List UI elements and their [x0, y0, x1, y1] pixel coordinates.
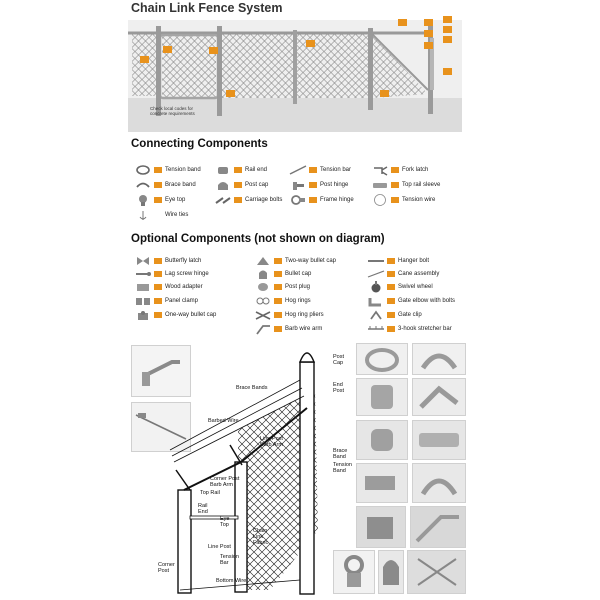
photo-brace-band: [356, 343, 408, 375]
callout-badge: [443, 26, 452, 33]
component-item: Rail end: [213, 163, 267, 177]
rail-end-photo-icon: [357, 421, 407, 459]
photo-post-cap: [378, 550, 404, 594]
wire-ties-icon: [133, 209, 153, 221]
component-item: Post plug: [253, 280, 310, 294]
callout-badge: [443, 16, 452, 23]
line-post: [293, 30, 297, 104]
one-way-bullet-cap-icon: [133, 309, 153, 321]
cane-assembly-icon: [366, 268, 386, 280]
hog-rings-icon: [253, 295, 273, 307]
photo-post-hinge: [356, 378, 408, 416]
component-item: Swivel wheel: [366, 280, 433, 294]
label-end-post: End Post: [333, 382, 345, 394]
callout-badge: [306, 40, 315, 47]
panel-clamp-icon: [133, 295, 153, 307]
fence-fabric-left: [132, 34, 156, 96]
label-corner-post-barb-arm: Corner Post Barb Arm: [210, 476, 240, 488]
post-cap-photo-icon: [379, 551, 403, 593]
gate-clip-photo-icon: [357, 464, 407, 502]
fork-latch-icon: [370, 164, 390, 176]
photo-rail-end: [356, 420, 408, 460]
gate-elbow-icon: [366, 295, 386, 307]
label-tension-band: Tension Band: [333, 462, 352, 474]
photo-tension-band: [412, 343, 466, 375]
callout-badge: [380, 90, 389, 97]
callout-badge: [443, 36, 452, 43]
end-post: [368, 28, 373, 110]
optional-components-heading: Optional Components (not shown on diagram): [131, 233, 385, 245]
callout-badge: [398, 19, 407, 26]
tension-wire-icon: [370, 194, 390, 206]
eye-top-photo-icon: [334, 551, 374, 593]
component-item: Hog rings: [253, 294, 311, 308]
concrete-note: Check local codes for concrete requirements: [150, 106, 195, 116]
component-item: Eye top: [133, 193, 185, 207]
post-plug-icon: [253, 281, 273, 293]
component-item: Bullet cap: [253, 267, 311, 281]
component-item: Carriage bolts: [213, 193, 282, 207]
label-corner-post: Corner Post: [158, 562, 175, 574]
component-item: Butterfly latch: [133, 254, 201, 268]
photo-frame-hinge: [412, 463, 466, 503]
bullet-cap-icon: [253, 268, 273, 280]
post-cap-icon: [213, 179, 233, 191]
tension-band-photo-icon: [413, 344, 465, 374]
callout-badge: [140, 56, 149, 63]
component-item: Wood adapter: [133, 280, 203, 294]
eye-top-icon: [133, 194, 153, 206]
callout-badge: [443, 68, 452, 75]
hog-ring-pliers-photo-icon: [408, 551, 465, 593]
component-item: Hog ring pliers: [253, 308, 324, 322]
rail-end-icon: [213, 164, 233, 176]
hanger-bolt-icon: [366, 255, 386, 267]
wood-adapter-photo-icon: [357, 507, 405, 547]
butterfly-latch-icon: [133, 255, 153, 267]
stretcher-bar-icon: [366, 323, 386, 335]
barb-wire-arm-icon: [253, 323, 273, 335]
photo-wood-adapter: [356, 506, 406, 548]
photo-fork-latch: [412, 378, 466, 416]
two-way-bullet-cap-icon: [253, 255, 273, 267]
label-barbed-wire: Barbed Wire: [208, 418, 239, 424]
component-item: Top rail sleeve: [370, 178, 440, 192]
component-item: Tension bar: [288, 163, 351, 177]
carriage-bolts-icon: [213, 194, 233, 206]
gate-post-left: [156, 26, 161, 116]
label-tension-bar: Tension Bar: [220, 554, 239, 566]
label-line-post: Line Post: [208, 544, 231, 550]
callout-badge: [424, 42, 433, 49]
swivel-wheel-icon: [366, 281, 386, 293]
hog-ring-pliers-icon: [253, 309, 273, 321]
component-item: 3-hook stretcher bar: [366, 322, 452, 336]
top-rail-sleeve-photo-icon: [413, 421, 465, 459]
frame-hinge-icon: [288, 194, 308, 206]
gate-clip-icon: [366, 309, 386, 321]
component-item: Gate elbow with bolts: [366, 294, 455, 308]
fence-assembly-drawing: [150, 340, 350, 595]
callout-badge: [424, 30, 433, 37]
post-hinge-photo-icon: [357, 379, 407, 415]
page-title: Chain Link Fence System: [131, 1, 283, 15]
component-item: Frame hinge: [288, 193, 354, 207]
photo-eye-top: [333, 550, 375, 594]
component-item: One-way bullet cap: [133, 308, 216, 322]
component-item: Barb wire arm: [253, 322, 322, 336]
label-chain-link-fabric: Chain Link Fabric: [253, 528, 269, 546]
callout-badge: [163, 46, 172, 53]
label-line-post-barb-arm: Line Post Barb Arm: [260, 436, 283, 448]
brace-band-icon: [133, 179, 153, 191]
frame-hinge-photo-icon: [413, 464, 465, 502]
label-eye-top: Eye Top: [220, 516, 230, 528]
component-item: Tension wire: [370, 193, 435, 207]
component-item: Brace band: [133, 178, 196, 192]
component-item: Post cap: [213, 178, 268, 192]
fence-assembly-diagram: [150, 340, 350, 595]
top-rail-sleeve-icon: [370, 179, 390, 191]
component-item: Lag screw hinge: [133, 267, 209, 281]
component-item: Panel clamp: [133, 294, 198, 308]
component-item: Fork latch: [370, 163, 428, 177]
tension-bar-icon: [288, 164, 308, 176]
callout-badge: [209, 47, 218, 54]
component-item: Tension band: [133, 163, 201, 177]
fork-latch-photo-icon: [413, 379, 465, 415]
label-rail-end: Rail End: [198, 503, 208, 515]
callout-badge: [424, 19, 433, 26]
label-post-cap: Post Cap: [333, 354, 345, 366]
label-brace-band: Brace Band: [333, 448, 348, 460]
photo-gate-clip: [356, 463, 408, 503]
component-item: Gate clip: [366, 308, 422, 322]
tension-band-icon: [133, 164, 153, 176]
gate-elbow-photo-icon: [411, 507, 465, 547]
component-item: Wire ties: [133, 208, 188, 222]
photo-top-rail-sleeve: [412, 420, 466, 460]
label-top-rail: Top Rail: [200, 490, 220, 496]
label-bottom-wire: Bottom Wire: [216, 578, 247, 584]
photo-hog-ring-pliers: [407, 550, 466, 594]
component-item: Post hinge: [288, 178, 348, 192]
component-item: Two-way bullet cap: [253, 254, 336, 268]
callout-badge: [226, 90, 235, 97]
post-hinge-icon: [288, 179, 308, 191]
component-item: Cane assembly: [366, 267, 439, 281]
photo-gate-elbow: [410, 506, 466, 548]
label-brace-bands: Brace Bands: [236, 385, 268, 391]
wood-adapter-icon: [133, 281, 153, 293]
lag-screw-hinge-icon: [133, 268, 153, 280]
component-item: Hanger bolt: [366, 254, 429, 268]
connecting-components-heading: Connecting Components: [131, 138, 268, 150]
gate-post-right: [217, 26, 222, 116]
brace-band-photo-icon: [357, 344, 407, 374]
